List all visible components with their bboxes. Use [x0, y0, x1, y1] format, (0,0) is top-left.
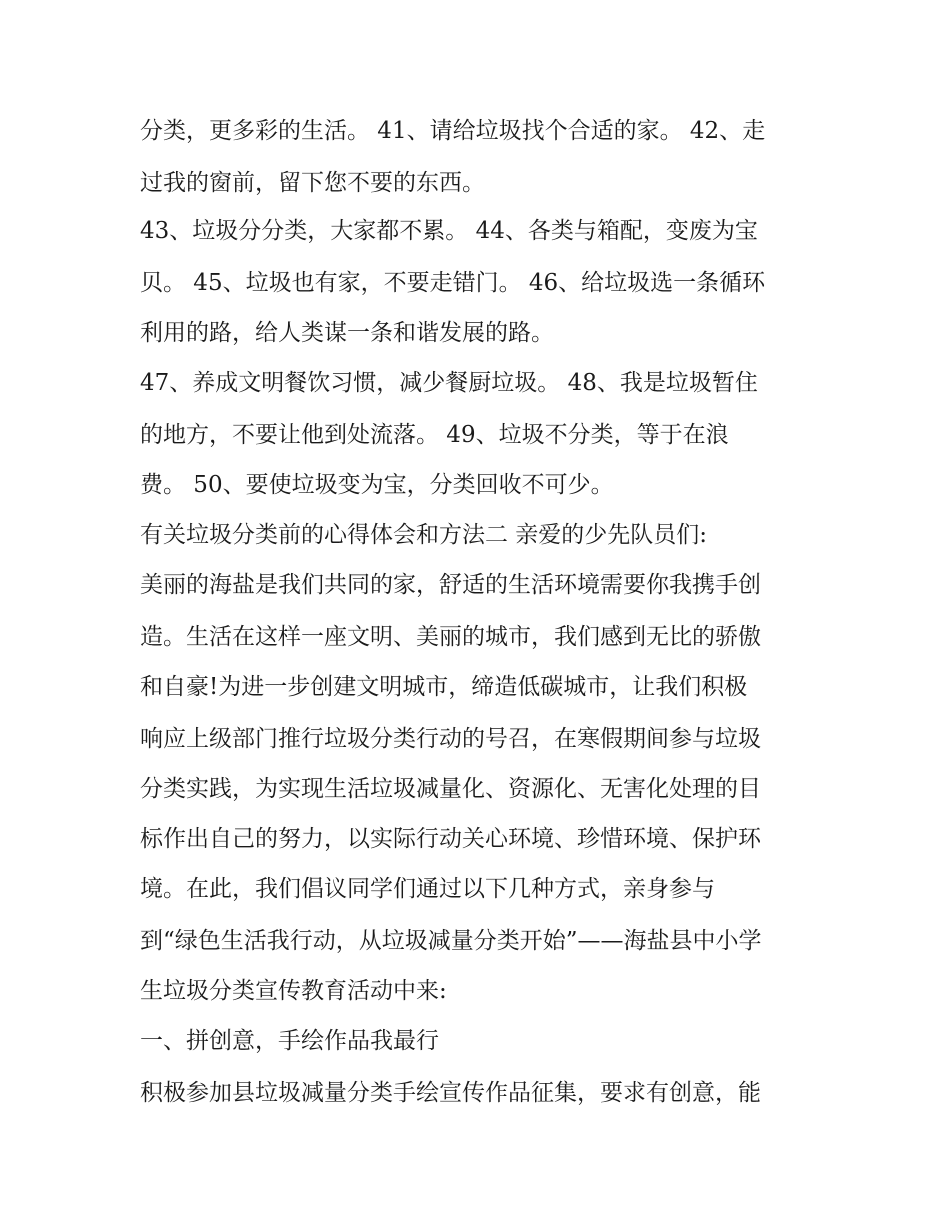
- text-line: 过我的窗前，留下您不要的东西。: [140, 170, 485, 196]
- text-line: 的地方，不要让他到处流落。 49、垃圾不分类，等于在浪: [140, 422, 729, 448]
- text-line: 积极参加县垃圾减量分类手绘宣传作品征集，要求有创意，能: [140, 1080, 761, 1106]
- text-line: 分类，更多彩的生活。 41、请给垃圾找个合适的家。 42、走: [140, 118, 766, 144]
- text-line: 造。生活在这样一座文明、美丽的城市，我们感到无比的骄傲: [140, 624, 761, 650]
- text-line: 响应上级部门推行垃圾分类行动的号召，在寒假期间参与垃圾: [140, 726, 761, 752]
- text-line: 境。在此，我们倡议同学们通过以下几种方式，亲身参与: [140, 876, 715, 902]
- text-line: 生垃圾分类宣传教育活动中来:: [140, 978, 447, 1004]
- text-line: 美丽的海盐是我们共同的家，舒适的生活环境需要你我携手创: [140, 572, 761, 598]
- text-line: 标作出自己的努力，以实际行动关心环境、珍惜环境、保护环: [140, 826, 761, 852]
- text-line: 费。 50、要使垃圾变为宝，分类回收不可少。: [140, 472, 614, 498]
- text-line: 43、垃圾分分类，大家都不累。 44、各类与箱配，变废为宝: [140, 218, 758, 244]
- text-line: 47、养成文明餐饮习惯，减少餐厨垃圾。 48、我是垃圾暂住: [140, 370, 758, 396]
- text-line: 贝。 45、垃圾也有家，不要走错门。 46、给垃圾选一条循环: [140, 270, 766, 296]
- text-line: 到“绿色生活我行动，从垃圾减量分类开始”——海盐县中小学: [140, 928, 762, 954]
- text-line: 利用的路，给人类谋一条和谐发展的路。: [140, 320, 554, 346]
- text-line: 分类实践，为实现生活垃圾减量化、资源化、无害化处理的目: [140, 776, 761, 802]
- text-line: 有关垃圾分类前的心得体会和方法二 亲爱的少先队员们:: [140, 522, 708, 548]
- section-heading: 一、拼创意，手绘作品我最行: [140, 1028, 439, 1054]
- text-line: 和自豪!为进一步创建文明城市，缔造低碳城市，让我们积极: [140, 674, 748, 700]
